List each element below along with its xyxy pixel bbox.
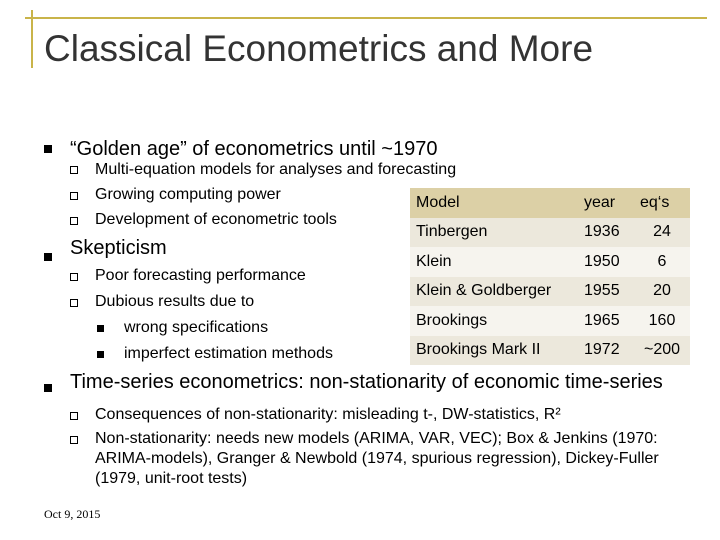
header-eqs: eq‘s (640, 193, 670, 211)
models-table (410, 188, 690, 365)
cell-model: Brookings Mark II (416, 341, 541, 359)
sub-bullet-poor-forecasting: Poor forecasting performance (95, 267, 306, 284)
bullet-hollow-square-icon (70, 217, 78, 225)
table-row (410, 306, 690, 336)
bullet-golden-age: “Golden age” of econometrics until ~1970 (70, 138, 438, 160)
cell-eqs: ~200 (643, 341, 681, 359)
cell-eqs: 160 (648, 311, 676, 329)
bullet-skepticism: Skepticism (70, 237, 167, 259)
bullet-hollow-square-icon (70, 192, 78, 200)
cell-eqs: 20 (653, 282, 671, 300)
bullet-time-series: Time-series econometrics: non-stationarity of economic time-series (70, 371, 663, 393)
bullet-square-icon (44, 145, 52, 153)
sub-bullet-new-models: Non-stationarity: needs new models (ARIMA, VAR, VEC); Box & Jenkins (1970: ARIMA-models), Granger & Newbold (1974, spurious regression), Dickey-Fuller (1979, unit-root tests) (95, 430, 659, 487)
cell-year: 1950 (584, 252, 620, 270)
cell-eqs: 24 (653, 223, 671, 241)
footer-date: Oct 9, 2015 (44, 507, 101, 521)
header-model: Model (416, 193, 460, 211)
cell-model: Brookings (416, 311, 488, 329)
sub-bullet-dubious-results: Dubious results due to (95, 293, 255, 310)
sub-bullet-computing-power: Growing computing power (95, 186, 281, 203)
slide-title: Classical Econometrics and More (44, 28, 594, 69)
sub-sub-bullet-wrong-spec: wrong specifications (124, 319, 269, 336)
cell-year: 1955 (584, 282, 620, 300)
table-row (410, 247, 690, 277)
cell-model: Klein (416, 252, 452, 270)
table-row (410, 218, 690, 248)
bullet-small-square-icon (97, 325, 104, 332)
bullet-hollow-square-icon (70, 273, 78, 281)
cell-year: 1965 (584, 311, 620, 329)
cell-model: Klein & Goldberger (416, 282, 552, 300)
table-row (410, 336, 690, 366)
bullet-square-icon (44, 384, 52, 392)
table-header-row (410, 188, 690, 218)
title-rule-horizontal (25, 17, 707, 19)
table-row (410, 277, 690, 307)
cell-year: 1936 (584, 223, 620, 241)
bullet-hollow-square-icon (70, 436, 78, 444)
cell-eqs: 6 (657, 252, 667, 270)
sub-sub-bullet-imperfect-estimation: imperfect estimation methods (124, 345, 333, 362)
bullet-small-square-icon (97, 351, 104, 358)
header-year: year (584, 193, 616, 211)
bullet-hollow-square-icon (70, 299, 78, 307)
bullet-hollow-square-icon (70, 166, 78, 174)
sub-bullet-consequences: Consequences of non-stationarity: misleading t-, DW-statistics, R² (95, 406, 561, 423)
bullet-square-icon (44, 253, 52, 261)
sub-bullet-multi-equation: Multi-equation models for analyses and forecasting (95, 161, 457, 178)
sub-bullet-econometric-tools: Development of econometric tools (95, 211, 337, 228)
cell-model: Tinbergen (416, 223, 488, 241)
bullet-hollow-square-icon (70, 412, 78, 420)
cell-year: 1972 (584, 341, 620, 359)
title-rule-vertical (31, 10, 33, 68)
